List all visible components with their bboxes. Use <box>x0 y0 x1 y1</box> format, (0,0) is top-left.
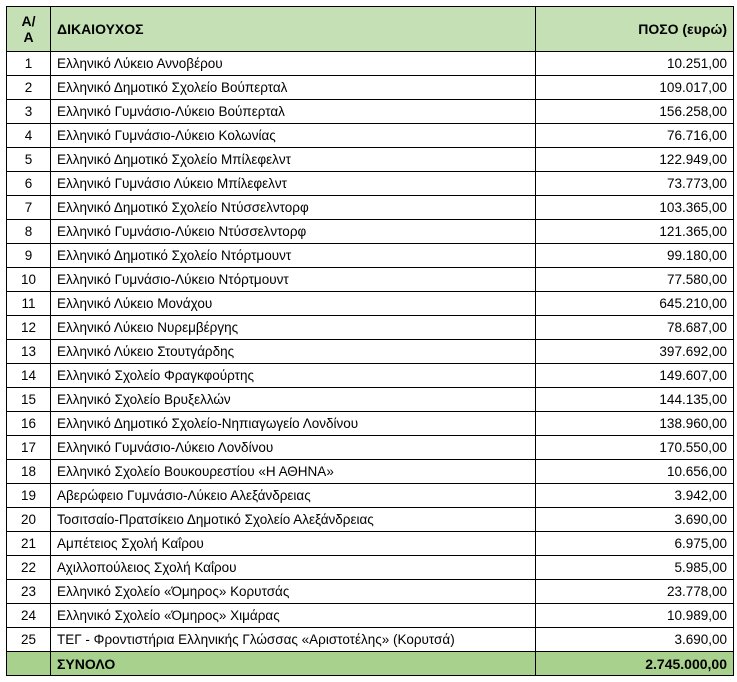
row-amount: 170.550,00 <box>536 436 734 460</box>
table-row <box>7 196 734 220</box>
row-amount: 3.690,00 <box>536 628 734 652</box>
table-row <box>7 388 734 412</box>
row-amount: 76.716,00 <box>536 124 734 148</box>
header-number <box>7 7 51 52</box>
row-amount: 156.258,00 <box>536 100 734 124</box>
total-row <box>7 652 734 676</box>
row-beneficiary: Ελληνικό Δημοτικό Σχολείο Ντόρτμουντ <box>51 244 536 268</box>
row-beneficiary: Ελληνικό Δημοτικό Σχολείο-Νηπιαγωγείο Λονδίνου <box>51 412 536 436</box>
row-beneficiary: Ελληνικό Δημοτικό Σχολείο Ντύσσελντορφ <box>51 196 536 220</box>
row-beneficiary: Ελληνικό Σχολείο Βουκουρεστίου «Η ΑΘΗΝΑ» <box>51 460 536 484</box>
row-number: 8 <box>7 220 51 244</box>
row-number: 22 <box>7 556 51 580</box>
table-row <box>7 100 734 124</box>
row-beneficiary: Αμπέτειος Σχολή Καΐρου <box>51 532 536 556</box>
row-amount: 3.942,00 <box>536 484 734 508</box>
row-number: 9 <box>7 244 51 268</box>
row-number: 14 <box>7 364 51 388</box>
row-amount: 103.365,00 <box>536 196 734 220</box>
table-row <box>7 340 734 364</box>
table-row <box>7 556 734 580</box>
table-row <box>7 124 734 148</box>
row-amount: 77.580,00 <box>536 268 734 292</box>
row-number: 5 <box>7 148 51 172</box>
row-amount: 144.135,00 <box>536 388 734 412</box>
table-row <box>7 316 734 340</box>
row-amount: 10.989,00 <box>536 604 734 628</box>
table-row <box>7 604 734 628</box>
row-number: 4 <box>7 124 51 148</box>
row-number: 12 <box>7 316 51 340</box>
row-beneficiary: Ελληνικό Γυμνάσιο Λύκειο Μπίλεφελντ <box>51 172 536 196</box>
total-label: ΣΥΝΟΛΟ <box>51 652 536 676</box>
header-number-line1: Α/ <box>21 13 36 29</box>
header-row <box>7 7 734 52</box>
table-row <box>7 268 734 292</box>
row-number: 15 <box>7 388 51 412</box>
row-beneficiary: Ελληνικό Σχολείο «Όμηρος» Κορυτσάς <box>51 580 536 604</box>
row-amount: 121.365,00 <box>536 220 734 244</box>
row-amount: 99.180,00 <box>536 244 734 268</box>
row-number: 16 <box>7 412 51 436</box>
table-row <box>7 508 734 532</box>
table-row <box>7 628 734 652</box>
row-beneficiary: Ελληνικό Λύκειο Αννοβέρου <box>51 52 536 76</box>
table-row <box>7 412 734 436</box>
row-number: 11 <box>7 292 51 316</box>
row-amount: 645.210,00 <box>536 292 734 316</box>
row-number: 3 <box>7 100 51 124</box>
row-number: 23 <box>7 580 51 604</box>
row-beneficiary: Ελληνικό Λύκειο Στουτγάρδης <box>51 340 536 364</box>
row-number: 10 <box>7 268 51 292</box>
row-beneficiary: Ελληνικό Γυμνάσιο-Λύκειο Ντόρτμουντ <box>51 268 536 292</box>
row-number: 2 <box>7 76 51 100</box>
row-number: 20 <box>7 508 51 532</box>
row-beneficiary: Τοσιτσαίο-Πρατσίκειο Δημοτικό Σχολείο Αλεξάνδρειας <box>51 508 536 532</box>
table-row <box>7 532 734 556</box>
row-amount: 10.656,00 <box>536 460 734 484</box>
row-beneficiary: Ελληνικό Δημοτικό Σχολείο Βούπερταλ <box>51 76 536 100</box>
row-number: 19 <box>7 484 51 508</box>
row-amount: 5.985,00 <box>536 556 734 580</box>
row-beneficiary: Ελληνικό Λύκειο Νυρεμβέργης <box>51 316 536 340</box>
row-amount: 78.687,00 <box>536 316 734 340</box>
row-number: 18 <box>7 460 51 484</box>
row-beneficiary: Ελληνικό Σχολείο Βρυξελλών <box>51 388 536 412</box>
row-beneficiary: Ελληνικό Λύκειο Μονάχου <box>51 292 536 316</box>
row-amount: 6.975,00 <box>536 532 734 556</box>
table-row <box>7 244 734 268</box>
header-beneficiary: ΔΙΚΑΙΟΥΧΟΣ <box>51 7 536 52</box>
table-row <box>7 580 734 604</box>
table-row <box>7 172 734 196</box>
row-number: 1 <box>7 52 51 76</box>
table-row <box>7 460 734 484</box>
row-number: 6 <box>7 172 51 196</box>
row-beneficiary: Ελληνικό Σχολείο «Όμηρος» Χιμάρας <box>51 604 536 628</box>
row-amount: 23.778,00 <box>536 580 734 604</box>
header-number-line2: Α <box>23 29 34 45</box>
table-row <box>7 436 734 460</box>
table-row <box>7 76 734 100</box>
row-amount: 149.607,00 <box>536 364 734 388</box>
row-amount: 73.773,00 <box>536 172 734 196</box>
row-beneficiary: Ελληνικό Γυμνάσιο-Λύκειο Κολωνίας <box>51 124 536 148</box>
row-beneficiary: Ελληνικό Σχολείο Φραγκφούρτης <box>51 364 536 388</box>
row-number: 24 <box>7 604 51 628</box>
row-beneficiary: ΤΕΓ - Φροντιστήρια Ελληνικής Γλώσσας «Αριστοτέλης» (Κορυτσά) <box>51 628 536 652</box>
row-number: 7 <box>7 196 51 220</box>
row-beneficiary: Αβερώφειο Γυμνάσιο-Λύκειο Αλεξάνδρειας <box>51 484 536 508</box>
row-beneficiary: Ελληνικό Γυμνάσιο-Λύκειο Ντύσσελντορφ <box>51 220 536 244</box>
table-row <box>7 292 734 316</box>
table-body <box>7 52 734 652</box>
row-number: 13 <box>7 340 51 364</box>
row-amount: 109.017,00 <box>536 76 734 100</box>
table-row <box>7 484 734 508</box>
row-number: 17 <box>7 436 51 460</box>
row-amount: 122.949,00 <box>536 148 734 172</box>
header-amount: ΠΟΣΟ (ευρώ) <box>536 7 734 52</box>
row-beneficiary: Ελληνικό Δημοτικό Σχολείο Μπίλεφελντ <box>51 148 536 172</box>
row-number: 25 <box>7 628 51 652</box>
row-amount: 397.692,00 <box>536 340 734 364</box>
grant-allocation-table <box>6 6 734 676</box>
table-row <box>7 148 734 172</box>
row-number: 21 <box>7 532 51 556</box>
table-row <box>7 364 734 388</box>
table-row <box>7 220 734 244</box>
row-amount: 10.251,00 <box>536 52 734 76</box>
row-beneficiary: Αχιλλοπούλειος Σχολή Καΐρου <box>51 556 536 580</box>
row-amount: 3.690,00 <box>536 508 734 532</box>
total-amount: 2.745.000,00 <box>536 652 734 676</box>
row-beneficiary: Ελληνικό Γυμνάσιο-Λύκειο Λονδίνου <box>51 436 536 460</box>
row-beneficiary: Ελληνικό Γυμνάσιο-Λύκειο Βούπερταλ <box>51 100 536 124</box>
row-amount: 138.960,00 <box>536 412 734 436</box>
table-row <box>7 52 734 76</box>
total-number-cell <box>7 652 51 676</box>
